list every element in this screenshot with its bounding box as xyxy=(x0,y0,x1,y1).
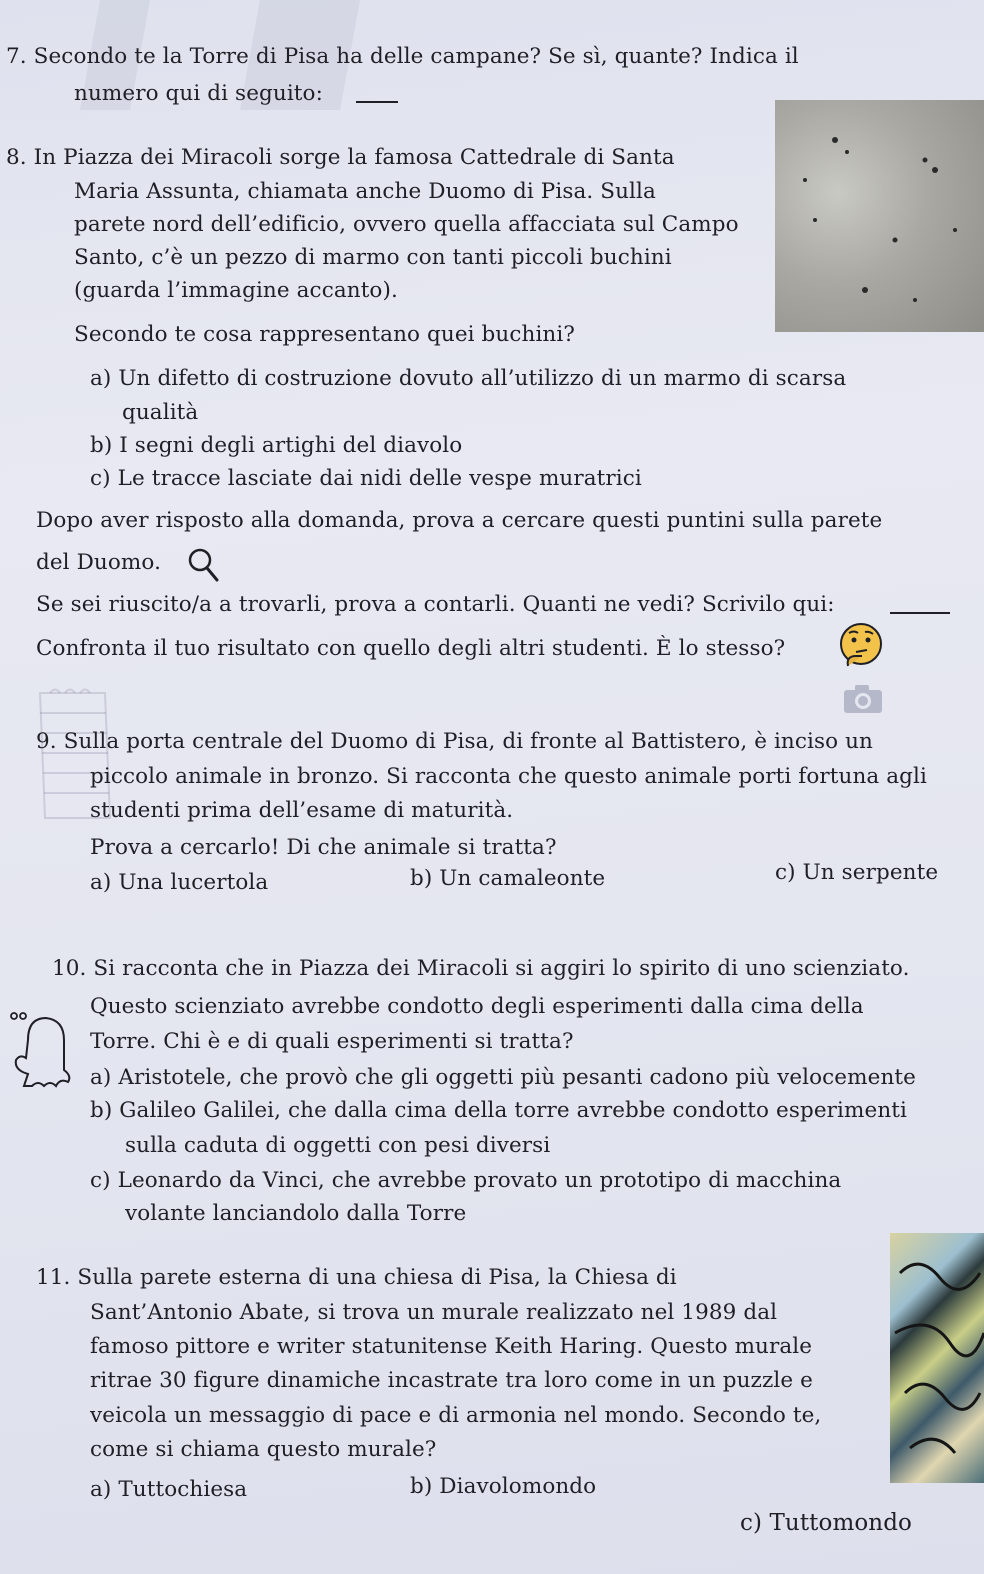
q10-option-b-line2: sulla caduta di oggetti con pesi diversi xyxy=(125,1133,551,1158)
q11-line4: ritrae 30 figure dinamiche incastrate tra loro come in un puzzle e xyxy=(90,1368,813,1393)
q10-line3: Torre. Chi è e di quali esperimenti si tratta? xyxy=(90,1029,574,1054)
q8-line4: Santo, c’è un pezzo di marmo con tanti piccoli buchini xyxy=(74,245,672,270)
camera-icon xyxy=(842,683,884,715)
q8-option-c[interactable]: c) Le tracce lasciate dai nidi delle vespe muratrici xyxy=(90,466,642,491)
q8-compare: Confronta il tuo risultato con quello degli altri studenti. È lo stesso? xyxy=(36,636,786,661)
q11-line1: 11. Sulla parete esterna di una chiesa di Pisa, la Chiesa di xyxy=(36,1265,677,1290)
q8-line5: (guarda l’immagine accanto). xyxy=(74,278,398,303)
q11-line2: Sant’Antonio Abate, si trova un murale realizzato nel 1989 dal xyxy=(90,1300,778,1325)
q7-line1: 7. Secondo te la Torre di Pisa ha delle campane? Se sì, quante? Indica il xyxy=(6,44,799,69)
q9-option-a[interactable]: a) Una lucertola xyxy=(90,870,269,895)
q9-option-b[interactable]: b) Un camaleonte xyxy=(410,866,606,891)
q8-line2: Maria Assunta, chiamata anche Duomo di Pisa. Sulla xyxy=(74,179,656,204)
q9-line1: 9. Sulla porta centrale del Duomo di Pisa, di fronte al Battistero, è inciso un xyxy=(36,729,874,754)
magnifier-icon xyxy=(186,547,220,583)
q10-option-c-line2: volante lanciandolo dalla Torre xyxy=(125,1201,467,1226)
q8-option-b[interactable]: b) I segni degli artighi del diavolo xyxy=(90,433,463,458)
mural-figures xyxy=(890,1233,984,1483)
marble-holes xyxy=(775,100,984,332)
q7-answer-blank[interactable] xyxy=(356,100,398,103)
q10-option-b-line1[interactable]: b) Galileo Galilei, che dalla cima della torre avrebbe condotto esperimenti xyxy=(90,1098,907,1123)
q9-line3: studenti prima dell’esame di maturità. xyxy=(90,798,514,823)
q10-option-a[interactable]: a) Aristotele, che provò che gli oggetti più pesanti cadono più velocemente xyxy=(90,1065,916,1090)
q8-count-prompt: Se sei riuscito/a a trovarli, prova a contarli. Quanti ne vedi? Scrivilo qui: xyxy=(36,592,835,617)
q9-option-c[interactable]: c) Un serpente xyxy=(775,860,939,885)
q11-option-a[interactable]: a) Tuttochiesa xyxy=(90,1477,248,1502)
q8-followup-line2: del Duomo. xyxy=(36,550,162,575)
q8-line1: 8. In Piazza dei Miracoli sorge la famosa Cattedrale di Santa xyxy=(6,145,675,170)
q11-line5: veicola un messaggio di pace e di armonia nel mondo. Secondo te, xyxy=(90,1403,822,1428)
q8-line3: parete nord dell’edificio, ovvero quella affacciata sul Campo xyxy=(74,212,739,237)
q11-line3: famoso pittore e writer statunitense Keith Haring. Questo murale xyxy=(90,1334,813,1359)
q7-line2: numero qui di seguito: xyxy=(74,81,323,106)
q9-line2: piccolo animale in bronzo. Si racconta che questo animale porti fortuna agli xyxy=(90,764,927,789)
q10-line2: Questo scienziato avrebbe condotto degli esperimenti dalla cima della xyxy=(90,994,864,1019)
q8-followup-line1: Dopo aver risposto alla domanda, prova a cercare questi puntini sulla parete xyxy=(36,508,883,533)
q8-question: Secondo te cosa rappresentano quei buchini? xyxy=(74,322,575,347)
q9-line4: Prova a cercarlo! Di che animale si tratta? xyxy=(90,835,557,860)
q11-option-b[interactable]: b) Diavolomondo xyxy=(410,1474,597,1499)
q11-line6: come si chiama questo murale? xyxy=(90,1437,437,1462)
q8-option-a-line2: qualità xyxy=(122,400,199,425)
thinking-face-icon xyxy=(838,622,884,668)
q10-line1: 10. Si racconta che in Piazza dei Miracoli si aggiri lo spirito di uno scienziato. xyxy=(52,956,910,981)
q10-option-c-line1[interactable]: c) Leonardo da Vinci, che avrebbe provato un prototipo di macchina xyxy=(90,1168,842,1193)
q11-option-c[interactable]: c) Tuttomondo xyxy=(740,1510,912,1536)
q8-count-blank[interactable] xyxy=(890,611,950,614)
ghost-icon xyxy=(6,1010,78,1088)
q8-option-a-line1[interactable]: a) Un difetto di costruzione dovuto all’utilizzo di un marmo di scarsa xyxy=(90,366,847,391)
